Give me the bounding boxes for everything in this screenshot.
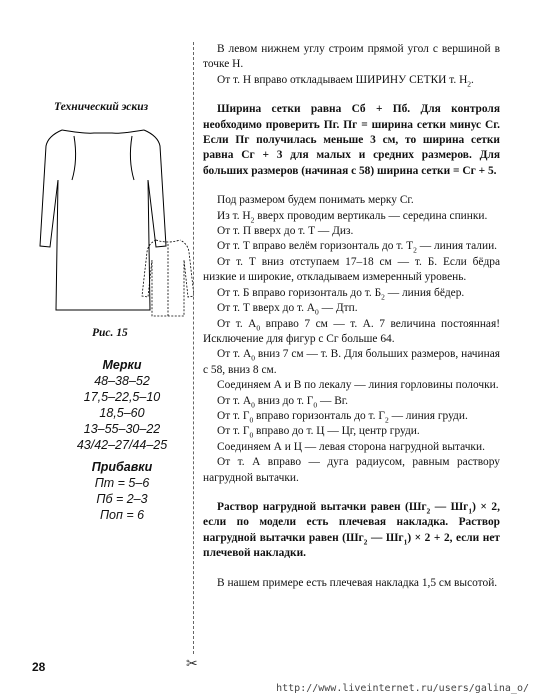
paragraph: От т. Т вверх до т. $А_0$ — Дтп. [217, 302, 358, 317]
allowances-title: Прибавки [91, 460, 153, 474]
measurement-line: 13–55–30–22 [83, 422, 161, 436]
figure-caption: Рис. 15 [92, 327, 128, 339]
dress-technical-sketch [34, 120, 194, 320]
paragraph: Соединяем А и В по лекалу — линия горловины полочки. [217, 379, 499, 392]
page-number: 28 [32, 660, 46, 674]
measurement-line: 43/42–27/44–25 [76, 438, 168, 452]
measurement-line: 17,5–22,5–10 [83, 390, 161, 404]
measurements-title: Мерки [102, 358, 142, 372]
paragraph: От т. Н вправо откладываем ШИРИНУ СЕТКИ т. $Н_2$. [217, 73, 474, 89]
paragraph: Из т. $Н_2$ вверх проводим вертикаль — середина спинки. [217, 209, 488, 224]
paragraph: Под размером будем понимать мерку Сг. [217, 194, 414, 207]
paragraph: От т. $Г_0$ вправо до т. Ц — Цг, центр груди. [217, 425, 420, 440]
scissors-icon: ✂ [186, 657, 198, 672]
paragraph: От т. Б вправо горизонталь до т. $Б_2$ — линия бёдер. [217, 286, 465, 301]
paragraph: От т. П вверх до т. Т — Диз. [217, 225, 354, 238]
allowance-line: Пт = 5–6 [94, 476, 150, 490]
paragraph: Соединяем А и Ц — левая сторона нагрудной вытачки. [217, 440, 485, 453]
measurement-line: 18,5–60 [99, 406, 145, 420]
bold-rule: Раствор нагрудной вытачки равен ($Шг_2$ — $Шг_1) \times 2$, если по модели есть плечевая накладка. Раствор нагрудной вытачки равен ($Шг_2$ — $Шг_1) \times 2 + 2$, если нет плечевой накладки. [203, 500, 500, 560]
measurement-line: 48–38–52 [94, 374, 150, 388]
column-divider [193, 42, 194, 654]
paragraph: От т. Т вниз отступаем 17–18 см — т. Б. Если бёдра низкие и широкие, откладываем измеренный уровень. [203, 255, 500, 284]
paragraph: От т. $Г_0$ вправо горизонталь до т. $Г_2$ — линия груди. [217, 409, 468, 425]
allowance-line: Поп = 6 [99, 508, 145, 522]
footer-url: http://www.liveinternet.ru/users/galina_o/ [276, 683, 529, 694]
paragraph: От т. $А_0$ вправо 7 см — т. А. 7 величина постоянная! Исключение для фигур с Сг больше 64. [203, 317, 501, 345]
paragraph: От т. А вправо — дуга радиусом, равным раствору нагрудной вытачки. [203, 456, 500, 484]
paragraph: В левом нижнем углу строим прямой угол с вершиной в точке Н. [203, 43, 500, 71]
paragraph: От т. $А_0$ вниз до т. $Г_0$ — Вг. [217, 394, 349, 409]
sketch-title: Технический эскиз [54, 101, 149, 113]
paragraph: От т. Т вправо велём горизонталь до т. $Т_2$ — линия талии. [217, 240, 498, 255]
instructions-column [203, 42, 500, 591]
paragraph: В нашем примере есть плечевая накладка 1,5 см высотой. [217, 576, 498, 589]
allowance-line: Пб = 2–3 [96, 492, 148, 506]
paragraph: От т. $А_0$ вниз 7 см — т. В. Для больших размеров, начиная с 58, вниз 8 см. [203, 348, 501, 376]
bold-rule: Ширина сетки равна Сб + Пб. Для контроля необходимо проверить Пг. Пг = ширина сетки минус Сг. Если Пг получилась меньше 3 см, то ширина сетки равна Сг + 3 для малых и средних размеров. Для больших размеров (начиная с 58) ширина сетки = Сг + 5. [203, 103, 500, 177]
